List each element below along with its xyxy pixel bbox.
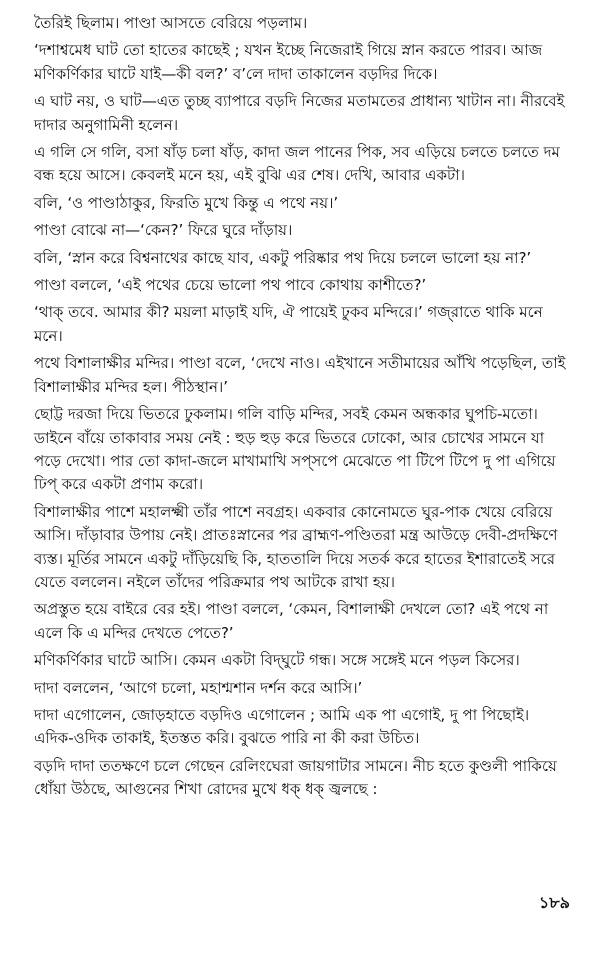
paragraph-9: ‘থাক্ তবে. আমার কী? ময়লা মাড়াই যদি, ঐ পায়েই ঢুকব মন্দিরে।’ গজ্‌রাতে থাকি মনে মনে। bbox=[34, 303, 543, 345]
paragraph-14: মণিকর্ণিকার ঘাটে আসি। কেমন একটা বিদ্‌ঘুটে গন্ধ। সঙ্গে সঙ্গেই মনে পড়ল কিসের। bbox=[34, 651, 520, 670]
paragraph-16: দাদা এগোলেন, জোড়হাতে বড়দিও এগোলেন ; আমি এক পা এগোই, দু পা পিছোই। এদিক-ওদিক তাকাই, ইতস্তত করি। বুঝতে পারি না কী করা উচিত। bbox=[34, 705, 530, 748]
paragraph-4: এ গলি সে গলি, বসা ষাঁড় চলা ষাঁড়, কাদা জল পানের পিক, সব এড়িয়ে চলতে চলতে দম বন্ধ হয়ে আসে। কেবলই মনে হয়, এই বুঝি এর শেষ। দেখি, আবার একটা। bbox=[34, 143, 560, 185]
text-body bbox=[34, 12, 570, 802]
paragraph-10: পথে বিশালাক্ষীর মন্দির। পাণ্ডা বলে, ‘দেখে নাও। এইখানে সতীমায়ের আঁখি পড়েছিল, তাই বিশালাক্ষীর মন্দির হল। পীঠস্থান।’ bbox=[34, 354, 566, 396]
page-number: ১৮৯ bbox=[538, 893, 570, 912]
paragraph-6: পাণ্ডা বোঝে না—‘কেন?’ ফিরে ঘুরে দাঁড়ায়। bbox=[34, 221, 293, 240]
paragraph-17: বড়দি দাদা ততক্ষণে চলে গেছেন রেলিংঘেরা জায়গাটার সামনে। নীচ হতে কুণ্ডলী পাকিয়ে ধোঁয়া উঠছে, আগুনের শিখা রোদের মুখে ধক্ ধক্ জ্বলছে : bbox=[34, 756, 557, 799]
paragraph-8: পাণ্ডা বললে, ‘এই পথের চেয়ে ভালো পথ পাবে কোথায় কাশীতে?’ bbox=[34, 276, 427, 295]
paragraph-3: এ ঘাট নয়, ও ঘাট—এত তুচ্ছ ব্যাপারে বড়দি নিজের মতামতের প্রাধান্য খাটান না। নীরবেই দাদার অনুগামিনী হলেন। bbox=[34, 92, 565, 134]
paragraph-11: ছোট্ট দরজা দিয়ে ভিতরে ঢুকলাম। গলি বাড়ি মন্দির, সবই কেমন অন্ধকার ঘুপচি-মতো। ডাইনে বাঁয়ে তাকাবার সময় নেই : হুড় হুড় করে ভিতরে ঢোকো, আর চোখের সামনে যা পড়ে দেখো। পার তো কাদা-জলে মাখামাখি সপ্‌সপে মেঝেতে পা টিপে টিপে দু পা এগিয়ে ঢিপ্ করে একটা প্রণাম করো। bbox=[34, 405, 556, 494]
paragraph-5: বলি, ‘ও পাণ্ডাঠাকুর, ফিরতি মুখে কিন্তু এ পথে নয়।’ bbox=[34, 193, 339, 212]
paragraph-1: তৈরিই ছিলাম। পাণ্ডা আসতে বেরিয়ে পড়লাম। bbox=[34, 14, 308, 32]
paragraph-12: বিশালাক্ষীর পাশে মহালক্ষ্মী তাঁর পাশে নবগ্রহ। একবার কোনোমতে ঘুর-পাক খেয়ে বেরিয়ে আসি। দাঁড়াবার উপায় নেই। প্রাতঃস্নানের পর ব্রাহ্মণ-পণ্ডিতরা মন্ত্র আউড়ে দেবী-প্রদক্ষিণে ব্যস্ত। মূর্তির সামনে একটু দাঁড়িয়েছি কি, হাততালি দিয়ে সতর্ক করে হাতের ইশারাতেই সরে যেতে বললেন। নইলে তাঁদের পরিক্রমার পথ আটকে রাখা হয়। bbox=[34, 502, 558, 591]
paragraph-15: দাদা বললেন, ‘আগে চলো, মহাশ্মশান দর্শন করে আসি।’ bbox=[34, 678, 363, 697]
paragraph-13: অপ্রস্তুত হয়ে বাইরে বের হই। পাণ্ডা বললে, ‘কেমন, বিশালাক্ষী দেখলে তো? এই পথে না এলে কি এ মন্দির দেখতে পেতে?’ bbox=[34, 600, 549, 642]
paragraph-7: বলি, ‘স্নান করে বিশ্বনাথের কাছে যাব, একটু পরিষ্কার পথ দিয়ে চললে ভালো হয় না?’ bbox=[34, 248, 532, 267]
paragraph-2: ‘দশাশ্বমেধ ঘাট তো হাতের কাছেই ; যখন ইচ্ছে নিজেরাই গিয়ে স্নান করতে পারব। আজ মণিকর্ণিকার ঘাটে যাই—কী বল?’ ব’লে দাদা তাকালেন বড়দির দিকে। bbox=[34, 41, 543, 83]
